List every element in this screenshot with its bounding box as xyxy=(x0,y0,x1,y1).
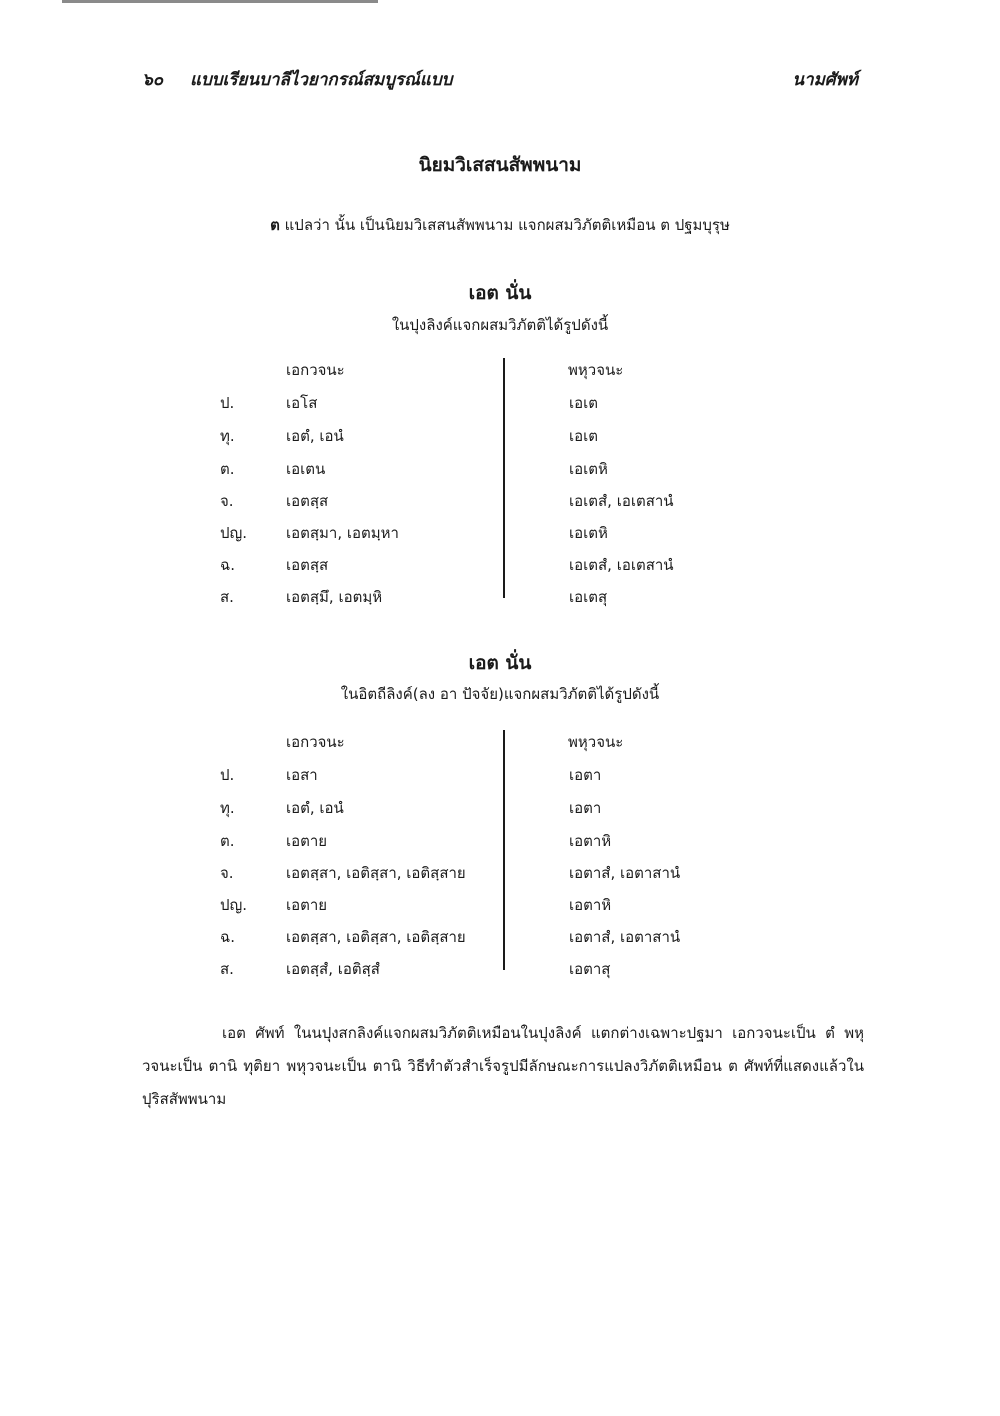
case-label: ฉ. xyxy=(220,556,235,574)
table-row xyxy=(0,925,1000,953)
table-row xyxy=(0,796,1000,824)
case-label: ส. xyxy=(220,960,234,978)
section-title: นิยมวิเสสนสัพพนาม xyxy=(418,154,582,176)
case-label: ฉ. xyxy=(220,928,235,946)
plural-form: เอเตสํ, เอเตสานํ xyxy=(569,556,674,574)
singular-form: เอตสฺมา, เอตมฺหา xyxy=(286,524,399,542)
case-label: ต. xyxy=(220,460,235,478)
plural-form: เอตาหิ xyxy=(569,896,612,914)
singular-form: เอตสฺมึ, เอตมฺหิ xyxy=(286,588,383,606)
plural-form: เอตา xyxy=(569,766,602,784)
declension-table-feminine xyxy=(0,730,1000,978)
plural-form: เอเตหิ xyxy=(569,460,608,478)
singular-form: เอเตน xyxy=(286,460,326,478)
plural-form: เอเตสุ xyxy=(569,588,608,606)
intro-lead-word: ต xyxy=(270,216,280,234)
singular-header: เอกวจนะ xyxy=(286,733,345,751)
singular-form: เอตํ, เอนํ xyxy=(286,427,344,445)
table-row xyxy=(0,829,1000,857)
singular-form: เอตสฺสา, เอติสฺสา, เอติสฺสาย xyxy=(286,864,466,882)
table-row xyxy=(0,521,1000,549)
plural-form: เอตาสํ, เอตาสานํ xyxy=(569,928,681,946)
case-label: ปญ. xyxy=(220,524,248,542)
singular-form: เอตสฺสา, เอติสฺสา, เอติสฺสาย xyxy=(286,928,466,946)
running-header xyxy=(0,66,1000,90)
singular-form: เอตสฺส xyxy=(286,492,329,510)
case-label: จ. xyxy=(220,492,234,510)
book-title: แบบเรียนบาลีไวยากรณ์สมบูรณ์แบบ xyxy=(190,70,453,90)
table-2-heading: เอต นั่น xyxy=(468,652,532,674)
declension-table-masculine xyxy=(0,358,1000,606)
plural-form: เอตาสํ, เอตาสานํ xyxy=(569,864,681,882)
table-row xyxy=(0,861,1000,889)
singular-header: เอกวจนะ xyxy=(286,361,345,379)
singular-form: เอโส xyxy=(286,394,318,412)
table-row xyxy=(0,763,1000,791)
table-row xyxy=(0,391,1000,419)
plural-form: เอเตหิ xyxy=(569,524,608,542)
plural-header: พหุวจนะ xyxy=(568,733,624,751)
case-label: ป. xyxy=(220,394,235,412)
singular-form: เอสา xyxy=(286,766,318,784)
plural-header: พหุวจนะ xyxy=(568,361,624,379)
table-row xyxy=(0,893,1000,921)
table-1-heading: เอต นั่น xyxy=(468,282,532,304)
chapter-title: นามศัพท์ xyxy=(792,70,858,90)
plural-form: เอตาหิ xyxy=(569,832,612,850)
case-label: ต. xyxy=(220,832,235,850)
table-row xyxy=(0,585,1000,613)
case-label: จ. xyxy=(220,864,234,882)
table-row xyxy=(0,957,1000,985)
singular-form: เอตาย xyxy=(286,832,328,850)
case-label: ป. xyxy=(220,766,235,784)
singular-form: เอตสฺส xyxy=(286,556,329,574)
neuter-note-paragraph: เอต ศัพท์ ในนปุงสกลิงค์แจกผสมวิภัตติเหมือนในปุงลิงค์ แตกต่างเฉพาะปฐมา เอกวจนะเป็น ตํ พหุวจนะเป็น ตานิ ทุติยา พหุวจนะเป็น ตานิ วิธีทำตัวสำเร็จรูปมีลักษณะการแปลงวิภัตติเหมือน ต ศัพท์ที่แสดงแล้วใน ปุริสสัพพนาม xyxy=(142,1024,864,1108)
intro-line xyxy=(0,213,1000,237)
table-row xyxy=(0,553,1000,581)
table-row xyxy=(0,424,1000,452)
table-1-subheading: ในปุงลิงค์แจกผสมวิภัตติได้รูปดังนี้ xyxy=(391,316,609,334)
case-label: ปญ. xyxy=(220,896,248,914)
plural-form: เอเต xyxy=(569,427,599,445)
table-row xyxy=(0,489,1000,517)
case-label: ส. xyxy=(220,588,234,606)
intro-text: แปลว่า นั้น เป็นนิยมวิเสสนสัพพนาม แจกผสมวิภัตติเหมือน ต ปฐมบุรุษ xyxy=(284,216,730,234)
plural-form: เอเต xyxy=(569,394,599,412)
plural-form: เอเตสํ, เอเตสานํ xyxy=(569,492,674,510)
table-2-subheading: ในอิตถีลิงค์(ลง อา ปัจจัย)แจกผสมวิภัตติได้รูปดังนี้ xyxy=(340,685,660,703)
singular-form: เอตํ, เอนํ xyxy=(286,799,344,817)
plural-form: เอตาสุ xyxy=(569,960,611,978)
plural-form: เอตา xyxy=(569,799,602,817)
singular-form: เอตาย xyxy=(286,896,328,914)
singular-form: เอตสฺสํ, เอติสฺสํ xyxy=(286,960,380,978)
top-scan-rule xyxy=(62,0,378,3)
case-label: ทุ. xyxy=(220,427,235,445)
page-number: ๖๐ xyxy=(142,70,164,90)
table-row xyxy=(0,457,1000,485)
case-label: ทุ. xyxy=(220,799,235,817)
